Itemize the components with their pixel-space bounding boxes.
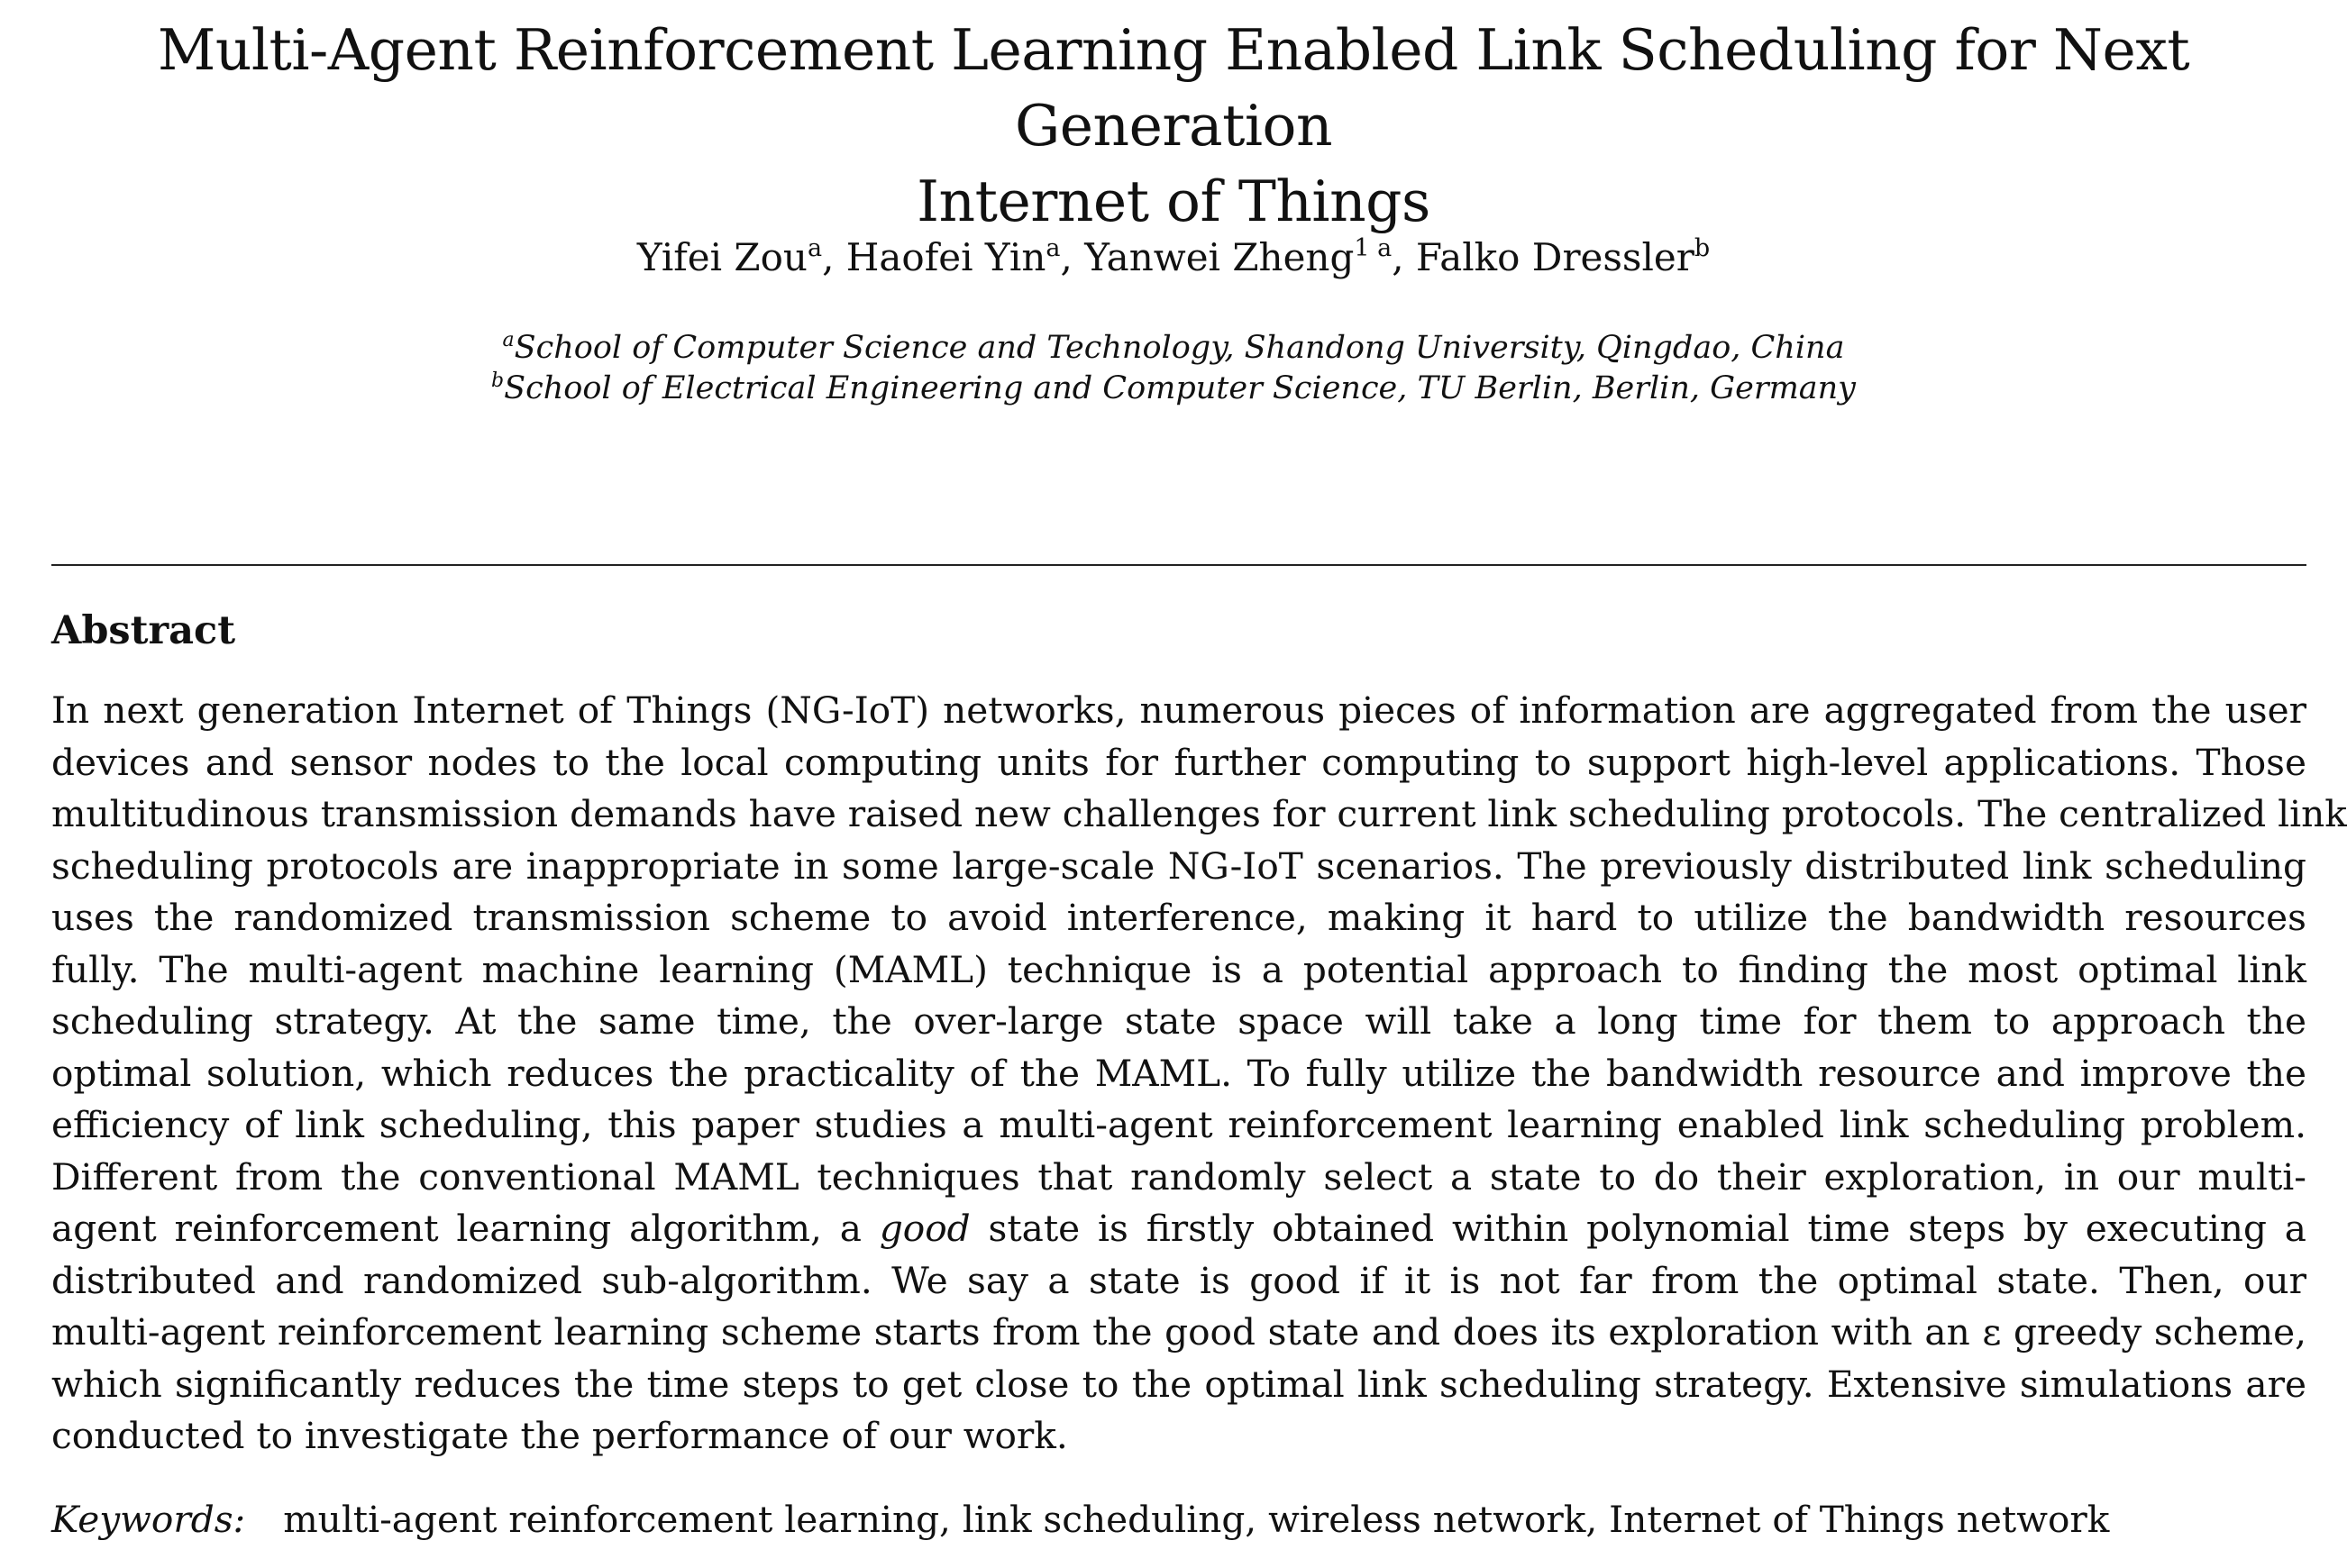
abstract-line: distributed and randomized sub-algorithm. We say a state is good if it is not far from the optimal state. Then, our (51, 1258, 2306, 1302)
section-divider (51, 564, 2306, 566)
abstract-line: efficiency of link scheduling, this paper studies a multi-agent reinforcement learning enabled link scheduling problem. (51, 1103, 2306, 1146)
author-name: Yanwei Zheng (1084, 235, 1355, 279)
abstract-text: agent reinforcement learning algorithm, a (51, 1207, 862, 1250)
abstract-line-with-emphasis (51, 1203, 2306, 1255)
abstract-line: which significantly reduces the time steps to get close to the optimal link scheduling strategy. Extensive simulations are (51, 1362, 2306, 1406)
affiliation-text: School of Electrical Engineering and Computer Science, TU Berlin, Berlin, Germany (504, 370, 1856, 406)
abstract-line: scheduling protocols are inappropriate in some large-scale NG-IoT scenarios. The previously distributed link scheduling (51, 843, 2306, 888)
author-name: Yifei Zou (636, 235, 808, 279)
author-list: Yifei Zou$^a$, Haofei Yin$^a$, Yanwei Zheng$^{1 a}$, Falko Dressler$^b$ (636, 234, 1711, 279)
author-affiliation-mark: b (1694, 234, 1711, 262)
abstract-line: uses the randomized transmission scheme to avoid interference, making it hard to utilize the bandwidth resources (51, 896, 2306, 939)
author-name: Haofei Yin (845, 235, 1046, 279)
abstract-line: multi-agent reinforcement learning scheme starts from the good state and does its exploration with an ε greedy scheme, (51, 1310, 2306, 1354)
paper-title (36, 13, 2311, 240)
keywords-text: multi-agent reinforcement learning, link scheduling, wireless network, Internet of Things network (283, 1498, 2110, 1541)
affiliation-mark: a (502, 329, 515, 351)
affiliation-mark: b (491, 369, 505, 392)
abstract-line: In next generation Internet of Things (NG-IoT) networks, numerous pieces of information are aggregated from the user (51, 688, 2306, 732)
emphasized-word: good (879, 1207, 971, 1250)
title-line: Multi-Agent Reinforcement Learning Enabled Link Scheduling for Next Generation (157, 17, 2190, 159)
affiliation (0, 369, 2347, 409)
abstract-line: conducted to investigate the performance of our work. (51, 1414, 1068, 1457)
abstract-line: multitudinous transmission demands have raised new challenges for current link scheduling protocols. The centralized link (51, 792, 2347, 835)
author-affiliation-mark: 1 a (1354, 234, 1393, 262)
affiliation-text: School of Computer Science and Technology, Shandong University, Qingdao, China (514, 330, 1845, 366)
author-name: Falko Dressler (1415, 235, 1694, 279)
abstract-line: fully. The multi-agent machine learning (MAML) technique is a potential approach to finding the most optimal link (51, 947, 2306, 991)
author-affiliation-mark: a (1046, 234, 1061, 262)
abstract-heading: Abstract (51, 608, 236, 653)
abstract-body (51, 685, 2347, 1463)
abstract-text: state is firstly obtained within polynomial time steps by executing a (988, 1207, 2306, 1250)
abstract-line: Different from the conventional MAML techniques that randomly select a state to do their exploration, in our multi- (51, 1154, 2306, 1199)
affiliation (0, 328, 2347, 369)
author-affiliation-mark: a (807, 234, 823, 262)
keywords (51, 1494, 2109, 1545)
abstract-line: devices and sensor nodes to the local computing units for further computing to support high-level applications. Those (51, 740, 2306, 784)
keywords-label: Keywords: (51, 1498, 246, 1541)
abstract-line: optimal solution, which reduces the practicality of the MAML. To fully utilize the bandwidth resource and improve the (51, 1051, 2306, 1095)
title-line: Internet of Things (917, 169, 1430, 234)
affiliation-list (0, 328, 2347, 409)
abstract-line: scheduling strategy. At the same time, the over-large state space will take a long time for them to approach the (51, 999, 2306, 1043)
